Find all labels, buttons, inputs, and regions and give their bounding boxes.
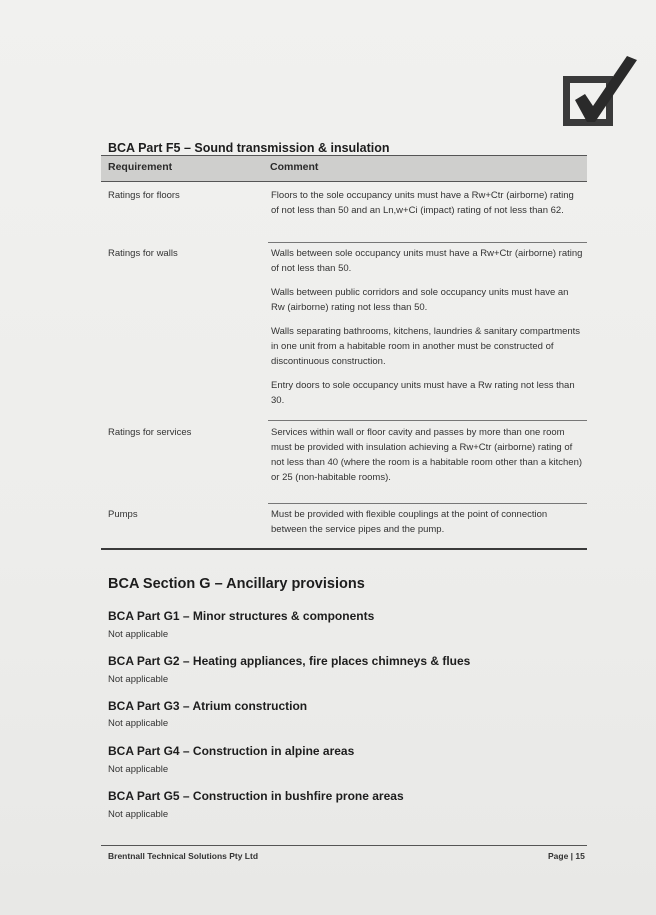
checkbox-check-icon (561, 50, 641, 130)
requirement-cell: Ratings for services (108, 427, 192, 438)
comment-text: Walls between public corridors and sole occupancy units must have an Rw (airborne) rating not less than 50. (271, 287, 569, 313)
table-header (101, 155, 587, 182)
comment-text: Services within wall or floor cavity and passes by more than one room must be provided with insulation achieving a Rw+Ctr (airborne) rating of not less than 40 (where the room is a habitable room other than a kitchen) or 25 (non-habitable rooms). (271, 427, 583, 483)
part-g4-title: BCA Part G4 – Construction in alpine areas (108, 744, 355, 758)
row-divider (268, 242, 587, 243)
comment-text: Entry doors to sole occupancy units must have a Rw rating not less than 30. (271, 380, 575, 406)
requirement-cell: Ratings for walls (108, 248, 178, 259)
part-g5-body: Not applicable (108, 809, 169, 820)
comment-text: Floors to the sole occupancy units must have a Rw+Ctr (airborne) rating of not less than 50 and an Ln,w+Ci (impact) rating of not less than 62. (271, 190, 574, 216)
comment-text: Walls between sole occupancy units must have a Rw+Ctr (airborne) rating of not less than 50. (271, 248, 583, 274)
part-g3-body: Not applicable (108, 718, 169, 729)
section-f5-title: BCA Part F5 – Sound transmission & insulation (108, 141, 390, 155)
comment-cell (271, 507, 583, 546)
header-comment: Comment (270, 161, 319, 173)
row-divider (268, 420, 587, 421)
footer-page-number: Page | 15 (548, 851, 585, 861)
part-g4-body: Not applicable (108, 764, 169, 775)
table-bottom-rule (101, 548, 587, 550)
comment-text: Must be provided with flexible couplings at the point of connection between the service pipes and the pump. (271, 509, 548, 535)
requirement-cell: Pumps (108, 509, 138, 520)
part-g3-title: BCA Part G3 – Atrium construction (108, 699, 308, 713)
part-g2-body: Not applicable (108, 674, 169, 685)
row-divider (268, 503, 587, 504)
header-requirement: Requirement (108, 161, 173, 173)
comment-cell (271, 188, 583, 227)
part-g2-title: BCA Part G2 – Heating appliances, fire places chimneys & flues (108, 654, 471, 668)
footer-company: Brentnall Technical Solutions Pty Ltd (108, 851, 259, 861)
requirement-cell: Ratings for floors (108, 190, 180, 201)
part-g5-title: BCA Part G5 – Construction in bushfire prone areas (108, 789, 404, 803)
part-g1-body: Not applicable (108, 629, 169, 640)
section-g-title: BCA Section G – Ancillary provisions (108, 576, 365, 592)
comment-cell (271, 246, 583, 417)
footer-rule (101, 845, 587, 846)
part-g1-title: BCA Part G1 – Minor structures & components (108, 609, 375, 623)
comment-text: Walls separating bathrooms, kitchens, laundries & sanitary compartments in one unit from a habitable room in another must be constructed of discontinuous construction. (271, 326, 581, 367)
comment-cell (271, 425, 583, 494)
